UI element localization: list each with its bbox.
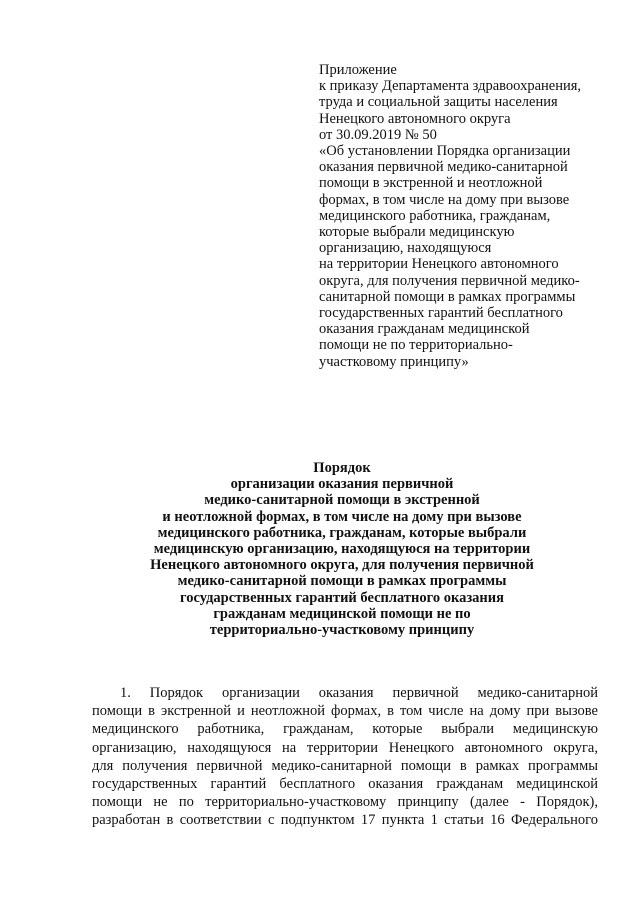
title-line: медицинского работника, гражданам, которые выбрали bbox=[157, 524, 527, 541]
appendix-line: округа, для получения первичной медико- bbox=[319, 272, 580, 289]
body-paragraph bbox=[92, 684, 598, 830]
title-line: медико-санитарной помощи в рамках программы bbox=[177, 573, 507, 590]
document-title bbox=[60, 460, 624, 638]
appendix-line: организацию, находящуюся bbox=[319, 240, 492, 257]
title-line: медицинскую организацию, находящуюся на территории bbox=[153, 541, 531, 558]
appendix-line: которые выбрали медицинскую bbox=[319, 224, 515, 241]
appendix-header bbox=[319, 62, 619, 370]
body-line: государственных гарантий бесплатного оказания гражданам медицинской bbox=[92, 776, 598, 793]
appendix-line: Приложение bbox=[319, 62, 397, 78]
body-line: разработан в соответствии с подпунктом 17 пункта 1 статьи 16 Федерального bbox=[92, 812, 598, 829]
title-line: организации оказания первичной bbox=[230, 476, 454, 493]
body-line: для получения первичной медико-санитарной помощи в рамках программы bbox=[92, 757, 598, 774]
title-line: Порядок bbox=[313, 460, 371, 476]
title-line: государственных гарантий бесплатного оказания bbox=[180, 589, 504, 606]
title-line: и неотложной формах, в том числе на дому при вызове bbox=[162, 508, 522, 525]
title-line: Ненецкого автономного округа, для получения первичной bbox=[150, 557, 534, 574]
appendix-line: помощи не по территориально- bbox=[319, 337, 513, 354]
appendix-line: на территории Ненецкого автономного bbox=[319, 256, 559, 273]
body-line: помощи не по территориально-участковому принципу (далее - Порядок), bbox=[92, 794, 598, 811]
body-line: 1. Порядок организации оказания первичной медико-санитарной bbox=[120, 685, 598, 701]
appendix-line: оказания первичной медико-санитарной bbox=[319, 159, 568, 176]
title-line: медико-санитарной помощи в экстренной bbox=[204, 492, 480, 509]
appendix-line: оказания гражданам медицинской bbox=[319, 321, 530, 338]
appendix-line: от 30.09.2019 № 50 bbox=[319, 126, 437, 143]
body-line: медицинского работника, гражданам, которые выбрали медицинскую bbox=[92, 721, 598, 738]
body-line: организацию, находящуюся на территории Ненецкого автономного округа, bbox=[92, 739, 598, 756]
appendix-line: формах, в том числе на дому при вызове bbox=[319, 191, 570, 208]
appendix-line: Ненецкого автономного округа bbox=[319, 110, 511, 127]
appendix-line: санитарной помощи в рамках программы bbox=[319, 288, 576, 305]
appendix-line: труда и социальной защиты населения bbox=[319, 94, 558, 111]
appendix-line: «Об установлении Порядка организации bbox=[319, 143, 571, 160]
appendix-line: медицинского работника, гражданам, bbox=[319, 207, 551, 224]
appendix-line: помощи в экстренной и неотложной bbox=[319, 175, 543, 192]
appendix-line: участковому принципу» bbox=[319, 353, 469, 370]
appendix-line: к приказу Департамента здравоохранения, bbox=[319, 78, 582, 95]
title-line: гражданам медицинской помощи не по bbox=[213, 605, 471, 622]
appendix-line: государственных гарантий бесплатного bbox=[319, 305, 563, 322]
title-line: территориально-участковому принципу bbox=[209, 622, 475, 639]
body-line: помощи в экстренной и неотложной формах, в том числе на дому при вызове bbox=[92, 703, 598, 720]
